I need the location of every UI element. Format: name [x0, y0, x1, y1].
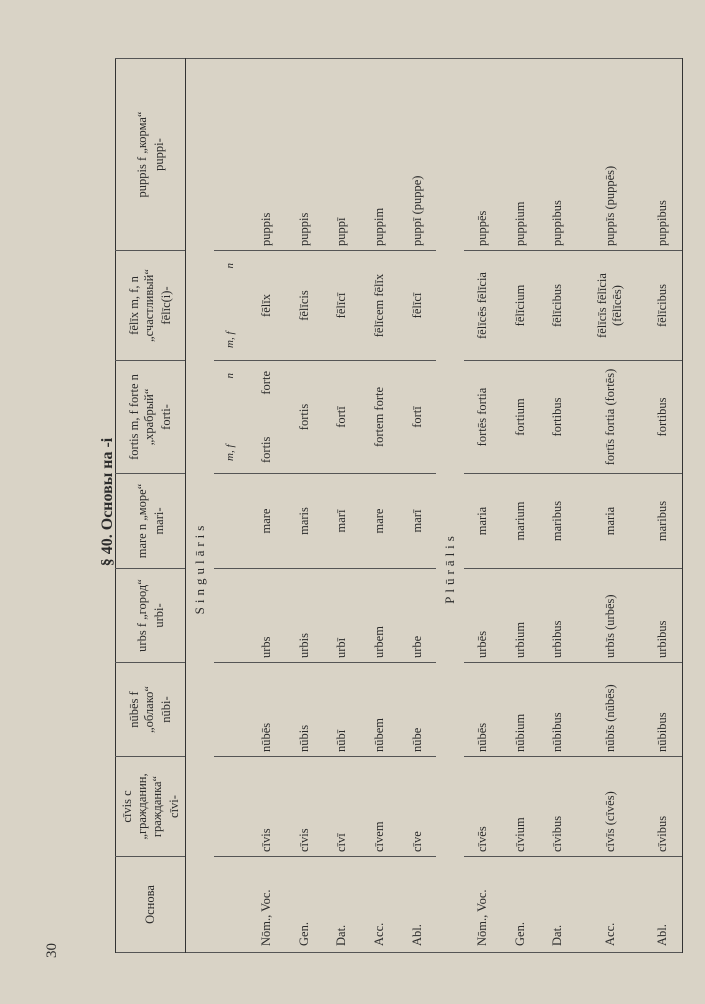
header-felix: fēlīx m, f, n „счастливый“ fēlīc(i)- [116, 251, 186, 361]
table-row: Dat. cīvibus nūbibus urbibus maribus fortibus fēlīcibus puppibus [539, 59, 577, 953]
declension-table [115, 58, 683, 953]
gender-fortis: m, f n [214, 361, 248, 474]
table-row: Acc. cīvem nūbem urbem mare fortem forte fēlīcem fēlīx puppim [361, 59, 399, 953]
header-fortis: fortis m, f forte n „храбрый“ forti- [116, 361, 186, 474]
table-row: Acc. cīvīs (cīvēs) nūbīs (nūbēs) urbīs (urbēs) maria fortīs fortia (fortēs) fēlīcīs fēlīcia (fēlīcēs) puppīs (puppēs) [577, 59, 644, 953]
section-singular-label: Singulāris [192, 521, 208, 615]
table-row: Nōm., Voc. cīvis nūbēs urbs mare fortis forte fēlīx puppis [248, 59, 286, 953]
table-row: Abl. cīvibus nūbibus urbibus maribus fortibus fēlīcibus puppibus [644, 59, 683, 953]
section-singular [186, 59, 215, 953]
table-header [116, 59, 186, 953]
header-urbs: urbs f „город“ urbi- [116, 569, 186, 663]
table-row: Nōm., Voc. cīvēs nūbēs urbēs maria fortēs fortia fēlīcēs fēlīcia puppēs [464, 59, 502, 953]
header-nubes: nūbēs f „облако“ nūbi- [116, 663, 186, 757]
header-puppis: puppis f „корма“ puppi- [116, 59, 186, 251]
gender-row [214, 59, 248, 953]
table-row: Gen. cīvium nūbium urbium marium fortium fēlīcium puppium [501, 59, 539, 953]
table-body [186, 59, 683, 953]
header-civis: cīvis c „гражданин, гражданка“ cīvi- [116, 757, 186, 857]
page-title-text: § 40. Основы на -i [99, 437, 116, 567]
section-plural-label: Plūrālis [442, 532, 458, 604]
page-number: 30 [44, 943, 60, 958]
table-row: Abl. cīve nūbe urbe marī fortī fēlīcī puppī (puppe) [398, 59, 436, 953]
table-row: Gen. cīvis nūbis urbis maris fortis fēlīcis puppis [286, 59, 324, 953]
header-mare: mare n „море“ mari- [116, 474, 186, 569]
declension-table-container [115, 59, 683, 953]
gender-felix: m, f n [214, 251, 248, 361]
table-row: Dat. cīvī nūbī urbī marī fortī fēlīcī puppī [323, 59, 361, 953]
section-plural [436, 59, 464, 953]
header-stem: Основа [116, 857, 186, 953]
